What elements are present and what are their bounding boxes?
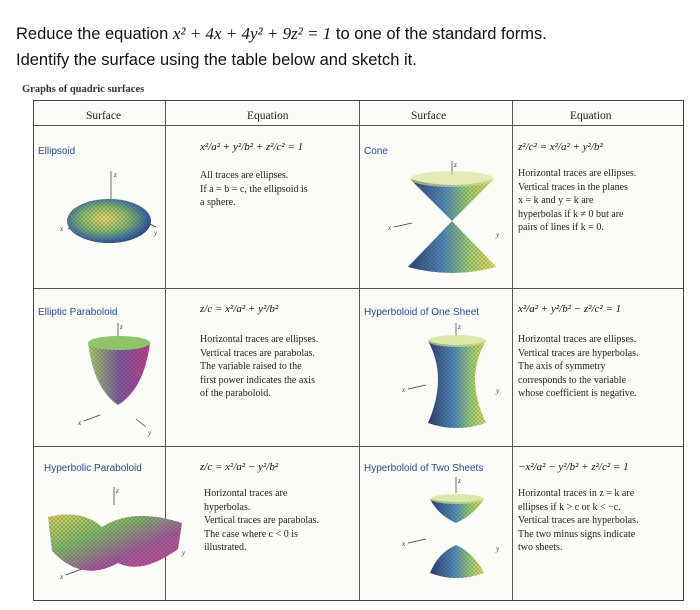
axis-z-label: z xyxy=(458,477,461,485)
header-equation-left: Equation xyxy=(247,110,289,122)
desc-line: hyperbolas. xyxy=(204,501,251,513)
axis-x-label: x xyxy=(60,573,64,581)
desc-line: Horizontal traces are xyxy=(204,488,288,499)
axis-y-label: y xyxy=(496,545,500,553)
grid-line xyxy=(34,288,683,289)
grid-line xyxy=(359,101,360,600)
desc-line: If a = b = c, the ellipsoid is xyxy=(200,183,308,195)
desc-line: illustrated. xyxy=(204,542,247,553)
surface-name-ellipsoid: Ellipsoid xyxy=(38,146,76,157)
desc-ellipsoid xyxy=(200,169,308,210)
desc-elliptic-paraboloid xyxy=(200,333,318,401)
desc-line: Vertical traces are hyperbolas. xyxy=(518,347,639,359)
desc-line: x = k and y = k are xyxy=(518,195,594,206)
axis-x-label: x xyxy=(402,386,406,394)
desc-line: two sheets. xyxy=(518,542,563,553)
hyperbolic-paraboloid-figure xyxy=(42,479,194,599)
hyperboloid-two-sheets-figure xyxy=(390,473,508,599)
axis-z-label: z xyxy=(120,323,123,331)
axis-x-label: x xyxy=(388,224,392,232)
desc-line: ellipses if k > c or k < −c. xyxy=(518,501,621,513)
desc-hyperboloid-one-sheet xyxy=(518,333,639,401)
desc-line: The axis of symmetry xyxy=(518,361,606,372)
question-suffix: to one of the standard forms. xyxy=(331,25,547,43)
equation-hyperboloid-one-sheet: x²/a² + y²/b² − z²/c² = 1 xyxy=(518,303,622,315)
grid-line xyxy=(34,125,683,126)
axis-y-label: y xyxy=(154,229,158,237)
desc-line: Vertical traces are parabolas. xyxy=(200,347,315,359)
axis-x-label: x xyxy=(78,419,82,427)
desc-line: hyperbolas if k ≠ 0 but are xyxy=(518,208,624,220)
table-caption: Graphs of quadric surfaces xyxy=(22,84,145,95)
desc-line: corresponds to the variable xyxy=(518,374,627,386)
axis-y-label: y xyxy=(182,549,186,557)
hyperboloid-one-sheet-figure xyxy=(394,319,506,443)
desc-line: All traces are ellipses. xyxy=(200,170,289,181)
surface-name-cone: Cone xyxy=(364,146,388,157)
question-prefix: Reduce the equation xyxy=(16,25,173,43)
axis-x-label: x xyxy=(60,225,64,233)
grid-line xyxy=(34,446,683,447)
desc-line: first power indicates the axis xyxy=(200,374,315,386)
quadric-surfaces-table xyxy=(33,100,684,601)
axis-x-label: x xyxy=(402,540,406,548)
elliptic-paraboloid-figure xyxy=(74,319,164,443)
desc-line: whose coefficient is negative. xyxy=(518,388,637,399)
desc-line: a sphere. xyxy=(200,197,236,208)
desc-line: Vertical traces in the planes xyxy=(518,181,628,193)
axis-z-label: z xyxy=(454,161,457,169)
desc-hyperboloid-two-sheets xyxy=(518,487,639,555)
desc-line: Vertical traces are hyperbolas. xyxy=(518,515,639,526)
desc-line: Vertical traces are parabolas. xyxy=(204,515,319,526)
surface-name-hyperbolic-paraboloid: Hyperbolic Paraboloid xyxy=(44,463,142,474)
desc-line: Horizontal traces are ellipses. xyxy=(200,334,319,345)
desc-line: The variable raised to the xyxy=(200,361,302,372)
equation-elliptic-paraboloid: z/c = x²/a² + y²/b² xyxy=(200,303,279,315)
desc-line: of the paraboloid. xyxy=(200,388,271,399)
axis-z-label: z xyxy=(114,171,117,179)
axis-y-label: y xyxy=(496,231,500,239)
desc-line: The two minus signs indicate xyxy=(518,528,636,540)
desc-cone xyxy=(518,167,636,235)
header-surface-right: Surface xyxy=(411,110,447,122)
surface-name-hyperboloid-one-sheet: Hyperboloid of One Sheet xyxy=(364,307,480,318)
equation-cone: z²/c² = x²/a² + y²/b² xyxy=(518,141,603,153)
desc-line: Horizontal traces are ellipses. xyxy=(518,168,637,179)
desc-line: pairs of lines if k = 0. xyxy=(518,222,604,233)
question-equation: x² + 4x + 4y² + 9z² = 1 xyxy=(172,24,332,43)
axis-y-label: y xyxy=(148,429,152,437)
question-line-1 xyxy=(16,24,547,44)
desc-line: The case where c < 0 is xyxy=(204,528,298,540)
equation-ellipsoid: x²/a² + y²/b² + z²/c² = 1 xyxy=(200,141,304,153)
axis-y-label: y xyxy=(496,387,500,395)
equation-hyperboloid-two-sheets: −x²/a² − y²/b² + z²/c² = 1 xyxy=(518,461,629,473)
surface-name-hyperboloid-two-sheets: Hyperboloid of Two Sheets xyxy=(364,463,484,474)
desc-line: Horizontal traces are ellipses. xyxy=(518,334,637,345)
header-equation-right: Equation xyxy=(570,110,612,122)
surface-name-elliptic-paraboloid: Elliptic Paraboloid xyxy=(38,307,118,318)
equation-hyperbolic-paraboloid: z/c = x²/a² − y²/b² xyxy=(200,461,279,473)
axis-z-label: z xyxy=(458,323,461,331)
ellipsoid-figure xyxy=(56,163,166,281)
cone-figure xyxy=(386,157,516,285)
desc-hyperbolic-paraboloid xyxy=(204,487,319,555)
axis-z-label: z xyxy=(116,487,119,495)
desc-line: Horizontal traces in z = k are xyxy=(518,488,635,499)
header-surface-left: Surface xyxy=(86,110,122,122)
question-line-2: Identify the surface using the table below and sketch it. xyxy=(16,51,417,69)
